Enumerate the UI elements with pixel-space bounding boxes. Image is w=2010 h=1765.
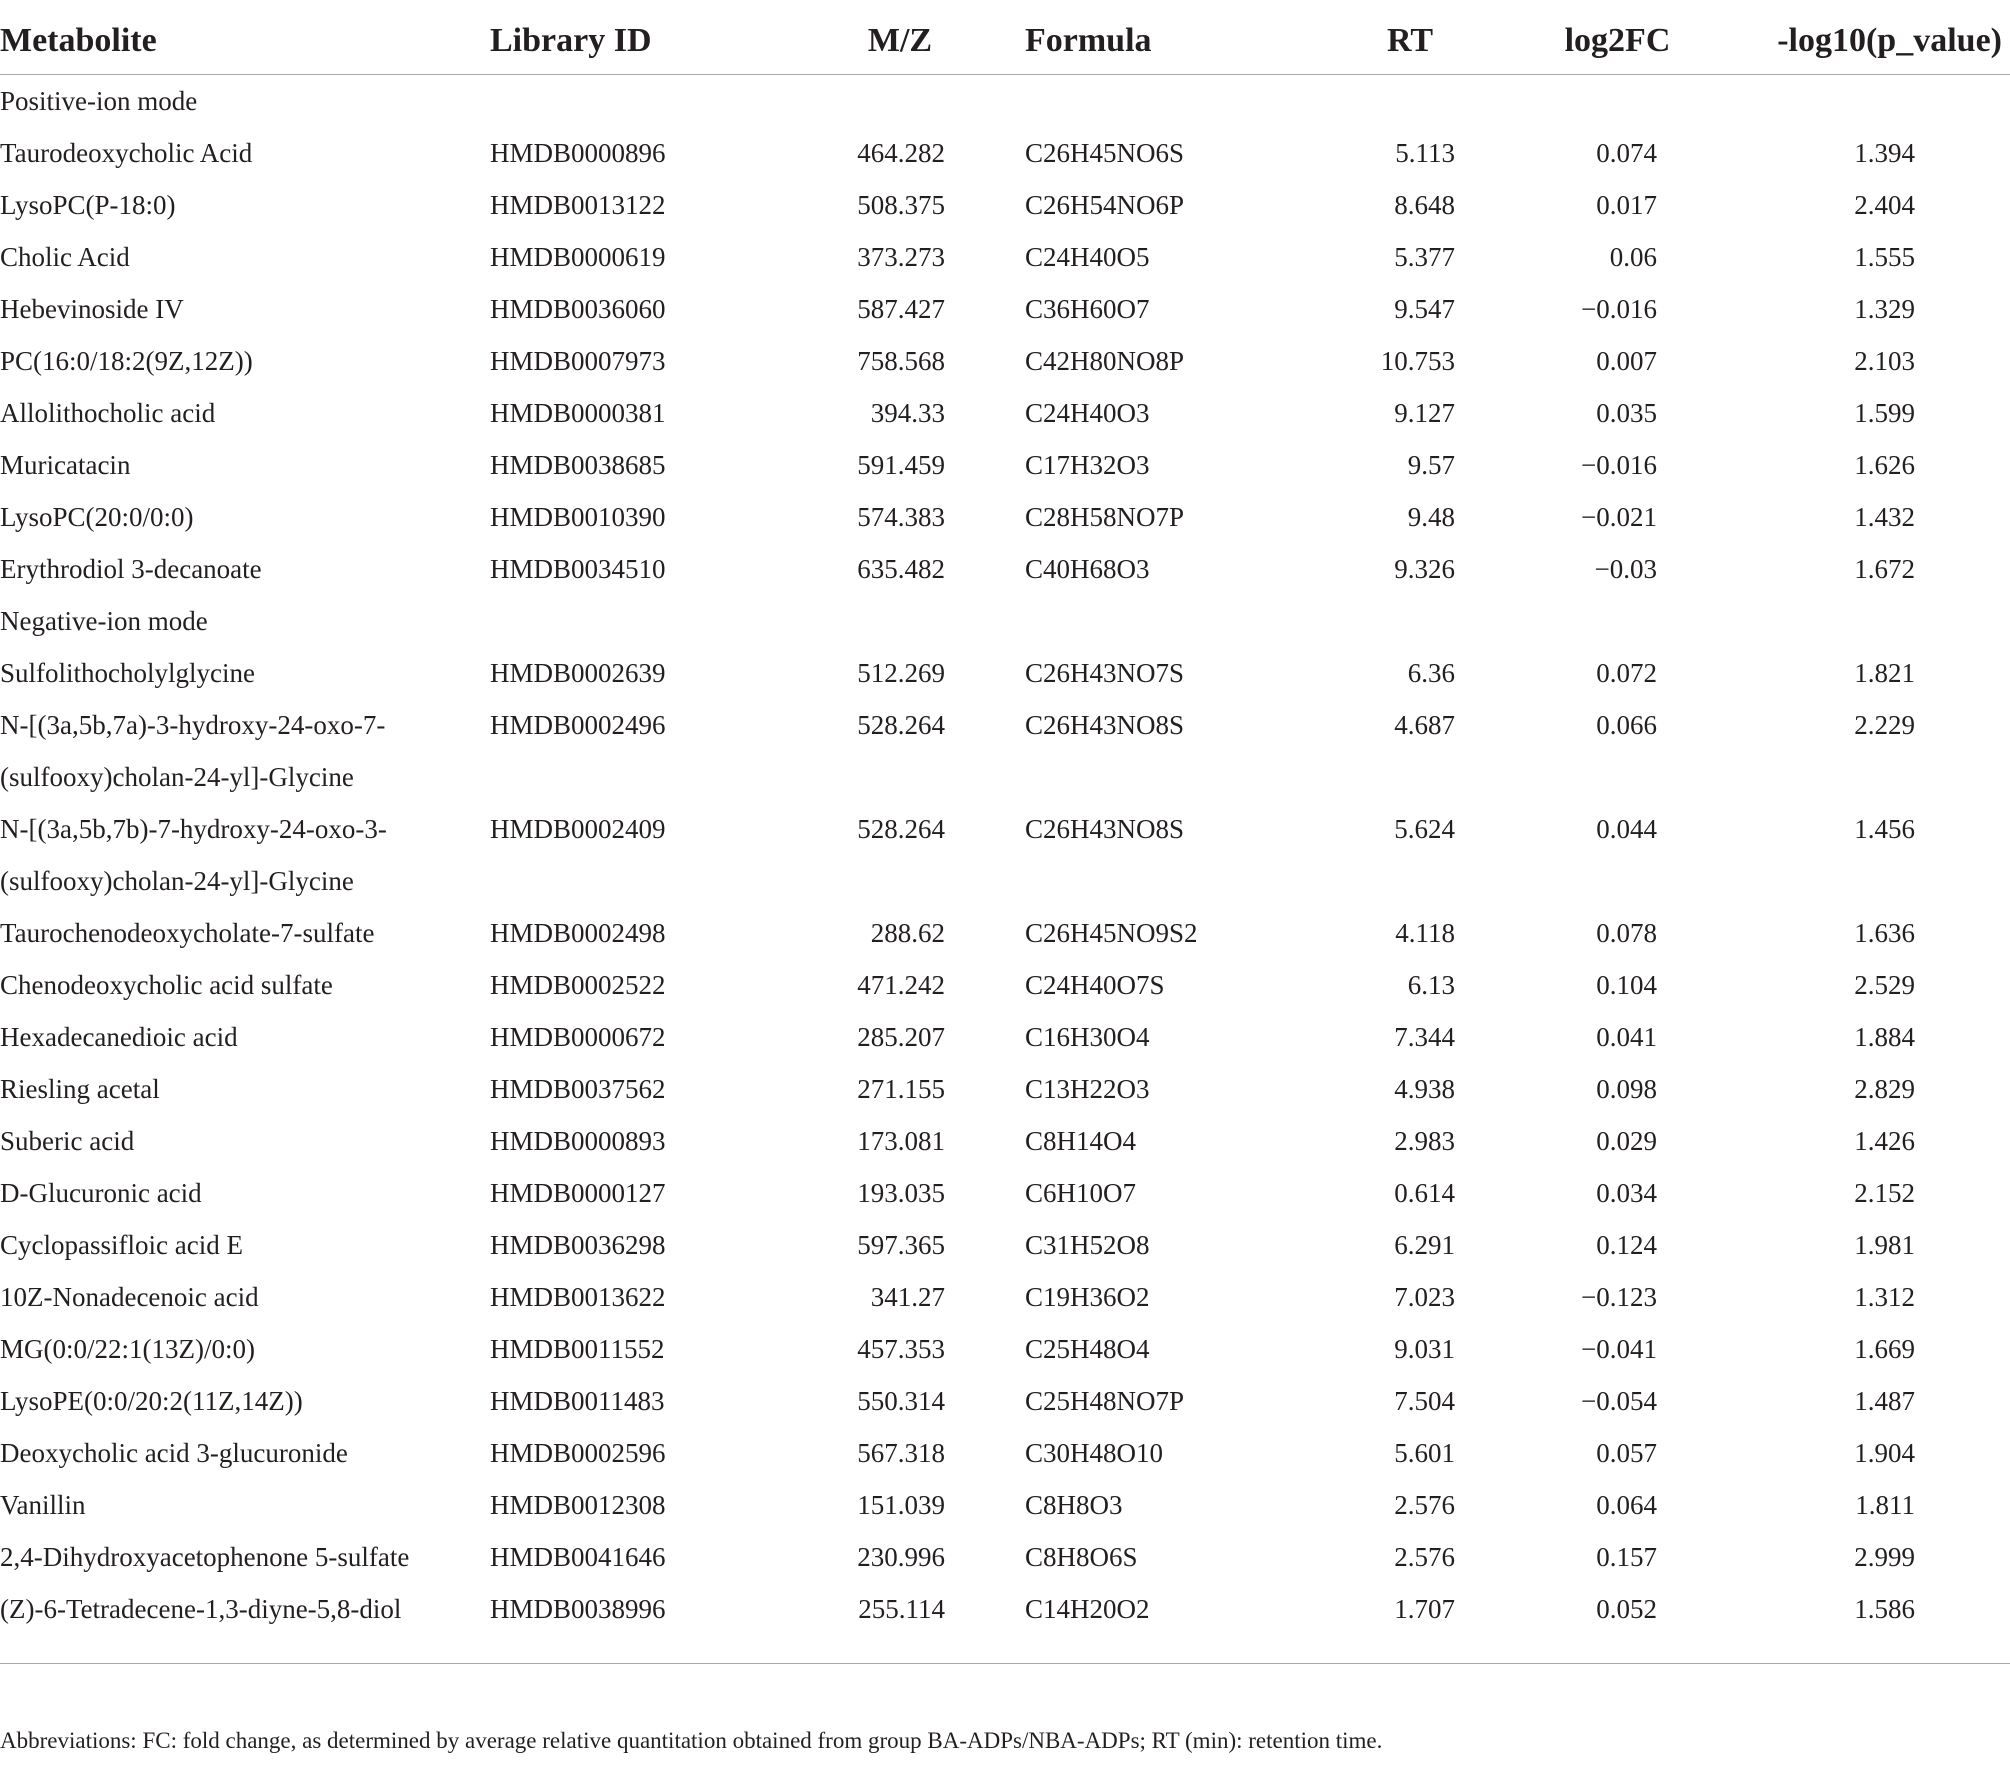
cell-formula: C8H8O6S xyxy=(1025,1542,1138,1572)
cell-rt: 1.707 xyxy=(1394,1594,1455,1624)
cell-mz: 528.264 xyxy=(857,710,945,740)
cell-rt: 2.983 xyxy=(1394,1126,1455,1156)
table-row xyxy=(0,1427,2010,1479)
cell-metabolite: 2,4-Dihydroxyacetophenone 5-sulfate xyxy=(0,1542,410,1572)
header-mz: M/Z xyxy=(790,8,1010,75)
cell-log2fc: 0.157 xyxy=(1596,1542,1657,1572)
cell-metabolite: Riesling acetal xyxy=(0,1074,160,1104)
cell-mz: 285.207 xyxy=(857,1022,945,1052)
cell-rt: 9.57 xyxy=(1407,450,1455,480)
cell-library-id: HMDB0013622 xyxy=(490,1282,666,1312)
cell-log2fc: 0.098 xyxy=(1596,1074,1657,1104)
cell-metabolite: 10Z-Nonadecenoic acid xyxy=(0,1282,259,1312)
cell-mz: 193.035 xyxy=(857,1178,945,1208)
cell-rt: 10.753 xyxy=(1380,346,1455,376)
cell-rt: 4.687 xyxy=(1394,710,1455,740)
cell-metabolite: (sulfooxy)cholan-24-yl]-Glycine xyxy=(0,866,354,896)
cell-library-id xyxy=(490,855,790,907)
cell-mz: 471.242 xyxy=(857,970,945,1000)
cell-mz: 550.314 xyxy=(857,1386,945,1416)
cell-rt: 5.113 xyxy=(1395,138,1455,168)
cell-rt: 5.601 xyxy=(1394,1438,1455,1468)
cell-log2fc: −0.016 xyxy=(1581,294,1657,324)
cell-mz: 230.996 xyxy=(857,1542,945,1572)
cell-library-id xyxy=(490,751,790,803)
cell-metabolite: Erythrodiol 3-decanoate xyxy=(0,554,262,584)
cell-formula: C40H68O3 xyxy=(1025,554,1150,584)
cell-rt: 4.118 xyxy=(1395,918,1455,948)
cell-rt: 9.326 xyxy=(1394,554,1455,584)
cell-library-id: HMDB0038685 xyxy=(490,450,666,480)
cell-formula: C24H40O7S xyxy=(1025,970,1165,1000)
cell-metabolite: (sulfooxy)cholan-24-yl]-Glycine xyxy=(0,762,354,792)
cell-neglog10-pvalue: 1.487 xyxy=(1854,1386,1915,1416)
header-metabolite: Metabolite xyxy=(0,8,490,75)
header-rt: RT xyxy=(1310,8,1510,75)
cell-rt: 8.648 xyxy=(1394,190,1455,220)
cell-neglog10-pvalue: 1.456 xyxy=(1854,814,1915,844)
cell-metabolite: Sulfolithocholylglycine xyxy=(0,658,255,688)
cell-formula: C8H14O4 xyxy=(1025,1126,1137,1156)
table-row xyxy=(0,1323,2010,1375)
cell-mz: 635.482 xyxy=(857,554,945,584)
cell-neglog10-pvalue: 1.394 xyxy=(1854,138,1915,168)
cell-log2fc: 0.064 xyxy=(1596,1490,1657,1520)
cell-library-id: HMDB0013122 xyxy=(490,190,666,220)
cell-neglog10-pvalue xyxy=(1725,855,2010,907)
cell-neglog10-pvalue: 1.586 xyxy=(1854,1594,1915,1624)
cell-neglog10-pvalue: 1.555 xyxy=(1854,242,1915,272)
cell-formula: C24H40O5 xyxy=(1025,242,1150,272)
cell-log2fc: 0.066 xyxy=(1596,710,1657,740)
cell-neglog10-pvalue xyxy=(1725,751,2010,803)
cell-library-id: HMDB0002409 xyxy=(490,814,666,844)
section-label: Positive-ion mode xyxy=(0,86,198,116)
table-row xyxy=(0,699,2010,751)
cell-rt: 6.13 xyxy=(1407,970,1455,1000)
cell-log2fc: −0.054 xyxy=(1581,1386,1657,1416)
cell-metabolite: Hexadecanedioic acid xyxy=(0,1022,238,1052)
cell-library-id: HMDB0002639 xyxy=(490,658,666,688)
cell-mz xyxy=(790,855,1010,907)
cell-mz: 341.27 xyxy=(870,1282,945,1312)
cell-rt: 2.576 xyxy=(1394,1490,1455,1520)
cell-formula: C25H48O4 xyxy=(1025,1334,1150,1364)
cell-mz: 567.318 xyxy=(857,1438,945,1468)
cell-formula: C26H43NO7S xyxy=(1025,658,1185,688)
cell-metabolite: (Z)-6-Tetradecene-1,3-diyne-5,8-diol xyxy=(0,1594,402,1624)
cell-metabolite: Hebevinoside IV xyxy=(0,294,184,324)
cell-rt: 6.36 xyxy=(1407,658,1455,688)
cell-library-id: HMDB0034510 xyxy=(490,554,666,584)
cell-neglog10-pvalue: 1.432 xyxy=(1854,502,1915,532)
cell-formula: C17H32O3 xyxy=(1025,450,1150,480)
cell-neglog10-pvalue: 2.829 xyxy=(1854,1074,1915,1104)
cell-neglog10-pvalue: 1.669 xyxy=(1854,1334,1915,1364)
cell-neglog10-pvalue: 2.229 xyxy=(1854,710,1915,740)
cell-library-id: HMDB0036298 xyxy=(490,1230,666,1260)
cell-formula: C8H8O3 xyxy=(1025,1490,1123,1520)
cell-rt: 2.576 xyxy=(1394,1542,1455,1572)
table-row xyxy=(0,1063,2010,1115)
cell-formula: C42H80NO8P xyxy=(1025,346,1185,376)
cell-library-id: HMDB0037562 xyxy=(490,1074,666,1104)
cell-formula: C26H43NO8S xyxy=(1025,814,1185,844)
cell-formula: C24H40O3 xyxy=(1025,398,1150,428)
cell-library-id: HMDB0036060 xyxy=(490,294,666,324)
cell-rt: 6.291 xyxy=(1394,1230,1455,1260)
cell-rt: 0.614 xyxy=(1394,1178,1455,1208)
cell-rt: 7.344 xyxy=(1394,1022,1455,1052)
cell-library-id: HMDB0041646 xyxy=(490,1542,666,1572)
cell-metabolite: Suberic acid xyxy=(0,1126,135,1156)
cell-log2fc: −0.123 xyxy=(1581,1282,1657,1312)
cell-mz: 151.039 xyxy=(857,1490,945,1520)
cell-library-id: HMDB0000619 xyxy=(490,242,666,272)
cell-neglog10-pvalue: 2.529 xyxy=(1854,970,1915,1000)
cell-neglog10-pvalue: 2.999 xyxy=(1854,1542,1915,1572)
cell-mz: 758.568 xyxy=(857,346,945,376)
table-row xyxy=(0,127,2010,179)
cell-neglog10-pvalue: 1.672 xyxy=(1854,554,1915,584)
cell-log2fc: −0.041 xyxy=(1581,1334,1657,1364)
cell-library-id: HMDB0000127 xyxy=(490,1178,666,1208)
cell-metabolite: Chenodeoxycholic acid sulfate xyxy=(0,970,333,1000)
cell-mz xyxy=(790,751,1010,803)
cell-metabolite: Taurodeoxycholic Acid xyxy=(0,138,253,168)
cell-mz: 512.269 xyxy=(857,658,945,688)
table-row xyxy=(0,1375,2010,1427)
cell-metabolite: Muricatacin xyxy=(0,450,131,480)
cell-neglog10-pvalue: 1.312 xyxy=(1854,1282,1915,1312)
section-label: Negative-ion mode xyxy=(0,606,208,636)
cell-formula: C28H58NO7P xyxy=(1025,502,1185,532)
cell-formula: C31H52O8 xyxy=(1025,1230,1150,1260)
cell-mz: 574.383 xyxy=(857,502,945,532)
cell-metabolite: LysoPC(P-18:0) xyxy=(0,190,176,220)
cell-metabolite: Taurochenodeoxycholate-7-sulfate xyxy=(0,918,375,948)
table-row xyxy=(0,907,2010,959)
cell-library-id: HMDB0011552 xyxy=(490,1334,665,1364)
cell-mz: 255.114 xyxy=(858,1594,945,1624)
cell-neglog10-pvalue: 2.152 xyxy=(1854,1178,1915,1208)
cell-neglog10-pvalue: 2.103 xyxy=(1854,346,1915,376)
table-row xyxy=(0,283,2010,335)
table-row xyxy=(0,959,2010,1011)
table-header xyxy=(0,8,2010,75)
table-row xyxy=(0,1583,2010,1645)
cell-formula: C25H48NO7P xyxy=(1025,1386,1185,1416)
table-row xyxy=(0,179,2010,231)
cell-formula: C6H10O7 xyxy=(1025,1178,1137,1208)
cell-library-id: HMDB0000672 xyxy=(490,1022,666,1052)
cell-rt: 5.377 xyxy=(1394,242,1455,272)
cell-formula: C26H43NO8S xyxy=(1025,710,1185,740)
cell-metabolite: Cyclopassifloic acid E xyxy=(0,1230,243,1260)
cell-formula xyxy=(1010,751,1310,803)
table-row xyxy=(0,543,2010,595)
cell-neglog10-pvalue: 1.811 xyxy=(1855,1490,1915,1520)
cell-rt: 5.624 xyxy=(1394,814,1455,844)
cell-log2fc: 0.034 xyxy=(1596,1178,1657,1208)
cell-mz: 597.365 xyxy=(857,1230,945,1260)
cell-library-id: HMDB0011483 xyxy=(490,1386,665,1416)
cell-neglog10-pvalue: 1.329 xyxy=(1854,294,1915,324)
cell-log2fc: −0.021 xyxy=(1581,502,1657,532)
table-row xyxy=(0,1271,2010,1323)
cell-rt xyxy=(1310,751,1510,803)
cell-log2fc: −0.016 xyxy=(1581,450,1657,480)
cell-log2fc: 0.078 xyxy=(1596,918,1657,948)
cell-rt: 7.504 xyxy=(1394,1386,1455,1416)
cell-library-id: HMDB0000896 xyxy=(490,138,666,168)
table-row xyxy=(0,335,2010,387)
cell-library-id: HMDB0007973 xyxy=(490,346,666,376)
cell-formula: C30H48O10 xyxy=(1025,1438,1164,1468)
cell-metabolite: N-[(3a,5b,7b)-7-hydroxy-24-oxo-3- xyxy=(0,814,387,844)
cell-neglog10-pvalue: 1.599 xyxy=(1854,398,1915,428)
header-log2fc: log2FC xyxy=(1510,8,1725,75)
cell-metabolite: Vanillin xyxy=(0,1490,86,1520)
cell-log2fc: 0.007 xyxy=(1596,346,1657,376)
section-row xyxy=(0,75,2010,128)
cell-rt: 4.938 xyxy=(1394,1074,1455,1104)
cell-metabolite: Cholic Acid xyxy=(0,242,130,272)
table-row xyxy=(0,1011,2010,1063)
table-row xyxy=(0,855,2010,907)
cell-mz: 591.459 xyxy=(857,450,945,480)
cell-neglog10-pvalue: 1.626 xyxy=(1854,450,1915,480)
cell-mz: 288.62 xyxy=(870,918,945,948)
cell-formula: C26H45NO6S xyxy=(1025,138,1185,168)
cell-mz: 528.264 xyxy=(857,814,945,844)
table-row xyxy=(0,439,2010,491)
table-row xyxy=(0,387,2010,439)
table-row xyxy=(0,647,2010,699)
table-row xyxy=(0,1219,2010,1271)
cell-mz: 457.353 xyxy=(857,1334,945,1364)
cell-neglog10-pvalue: 1.884 xyxy=(1854,1022,1915,1052)
cell-library-id: HMDB0010390 xyxy=(490,502,666,532)
header-formula: Formula xyxy=(1010,8,1310,75)
table-row xyxy=(0,1531,2010,1583)
cell-neglog10-pvalue: 1.904 xyxy=(1854,1438,1915,1468)
cell-mz: 373.273 xyxy=(857,242,945,272)
cell-rt: 9.127 xyxy=(1394,398,1455,428)
table-body xyxy=(0,75,2010,1646)
cell-neglog10-pvalue: 1.981 xyxy=(1854,1230,1915,1260)
cell-rt: 9.031 xyxy=(1394,1334,1455,1364)
cell-neglog10-pvalue: 1.426 xyxy=(1854,1126,1915,1156)
table-row xyxy=(0,751,2010,803)
cell-neglog10-pvalue: 1.636 xyxy=(1854,918,1915,948)
table-row xyxy=(0,803,2010,855)
cell-log2fc xyxy=(1510,751,1725,803)
cell-formula: C16H30O4 xyxy=(1025,1022,1150,1052)
cell-formula: C19H36O2 xyxy=(1025,1282,1150,1312)
table-row xyxy=(0,1479,2010,1531)
cell-neglog10-pvalue: 2.404 xyxy=(1854,190,1915,220)
cell-metabolite: LysoPC(20:0/0:0) xyxy=(0,502,194,532)
cell-log2fc: 0.06 xyxy=(1609,242,1657,272)
cell-log2fc: 0.041 xyxy=(1596,1022,1657,1052)
section-row xyxy=(0,595,2010,647)
cell-mz: 394.33 xyxy=(870,398,945,428)
cell-mz: 173.081 xyxy=(857,1126,945,1156)
cell-log2fc: 0.072 xyxy=(1596,658,1657,688)
table-row xyxy=(0,1115,2010,1167)
cell-log2fc: 0.074 xyxy=(1596,138,1657,168)
cell-log2fc: 0.029 xyxy=(1596,1126,1657,1156)
table-row xyxy=(0,231,2010,283)
cell-library-id: HMDB0000893 xyxy=(490,1126,666,1156)
cell-log2fc: 0.017 xyxy=(1596,190,1657,220)
cell-metabolite: MG(0:0/22:1(13Z)/0:0) xyxy=(0,1334,255,1364)
cell-metabolite: PC(16:0/18:2(9Z,12Z)) xyxy=(0,346,253,376)
cell-library-id: HMDB0038996 xyxy=(490,1594,666,1624)
cell-metabolite: D-Glucuronic acid xyxy=(0,1178,202,1208)
cell-library-id: HMDB0012308 xyxy=(490,1490,666,1520)
cell-library-id: HMDB0002522 xyxy=(490,970,666,1000)
cell-log2fc: −0.03 xyxy=(1594,554,1657,584)
cell-metabolite: Deoxycholic acid 3-glucuronide xyxy=(0,1438,348,1468)
table-row xyxy=(0,1167,2010,1219)
cell-formula: C26H54NO6P xyxy=(1025,190,1185,220)
cell-mz: 587.427 xyxy=(857,294,945,324)
cell-log2fc: 0.057 xyxy=(1596,1438,1657,1468)
cell-log2fc: 0.052 xyxy=(1596,1594,1657,1624)
cell-log2fc: 0.124 xyxy=(1596,1230,1657,1260)
cell-neglog10-pvalue: 1.821 xyxy=(1854,658,1915,688)
cell-log2fc: 0.104 xyxy=(1596,970,1657,1000)
cell-rt: 7.023 xyxy=(1394,1282,1455,1312)
header-row xyxy=(0,8,2010,75)
cell-log2fc: 0.044 xyxy=(1596,814,1657,844)
cell-formula: C26H45NO9S2 xyxy=(1025,918,1198,948)
cell-rt: 9.48 xyxy=(1407,502,1455,532)
cell-metabolite: N-[(3a,5b,7a)-3-hydroxy-24-oxo-7- xyxy=(0,710,386,740)
cell-library-id: HMDB0002496 xyxy=(490,710,666,740)
table-bottom-rule xyxy=(0,1663,2010,1664)
cell-formula: C13H22O3 xyxy=(1025,1074,1150,1104)
cell-mz: 508.375 xyxy=(857,190,945,220)
cell-formula: C36H60O7 xyxy=(1025,294,1150,324)
table-footnote: Abbreviations: FC: fold change, as determined by average relative quantitation obtained from group BA-ADPs/NBA-ADPs; RT (min): retention time. xyxy=(0,1728,1383,1753)
cell-log2fc xyxy=(1510,855,1725,907)
metabolite-table xyxy=(0,8,2010,1645)
header-neglog10-pvalue: -log10(p_value) xyxy=(1725,8,2010,75)
cell-library-id: HMDB0002596 xyxy=(490,1438,666,1468)
cell-library-id: HMDB0000381 xyxy=(490,398,666,428)
table-row xyxy=(0,491,2010,543)
cell-formula: C14H20O2 xyxy=(1025,1594,1150,1624)
cell-metabolite: LysoPE(0:0/20:2(11Z,14Z)) xyxy=(0,1386,303,1416)
cell-formula xyxy=(1010,855,1310,907)
cell-metabolite: Allolithocholic acid xyxy=(0,398,216,428)
header-library-id: Library ID xyxy=(490,8,790,75)
cell-library-id: HMDB0002498 xyxy=(490,918,666,948)
cell-mz: 271.155 xyxy=(857,1074,945,1104)
cell-rt xyxy=(1310,855,1510,907)
cell-log2fc: 0.035 xyxy=(1596,398,1657,428)
cell-mz: 464.282 xyxy=(857,138,945,168)
cell-rt: 9.547 xyxy=(1394,294,1455,324)
